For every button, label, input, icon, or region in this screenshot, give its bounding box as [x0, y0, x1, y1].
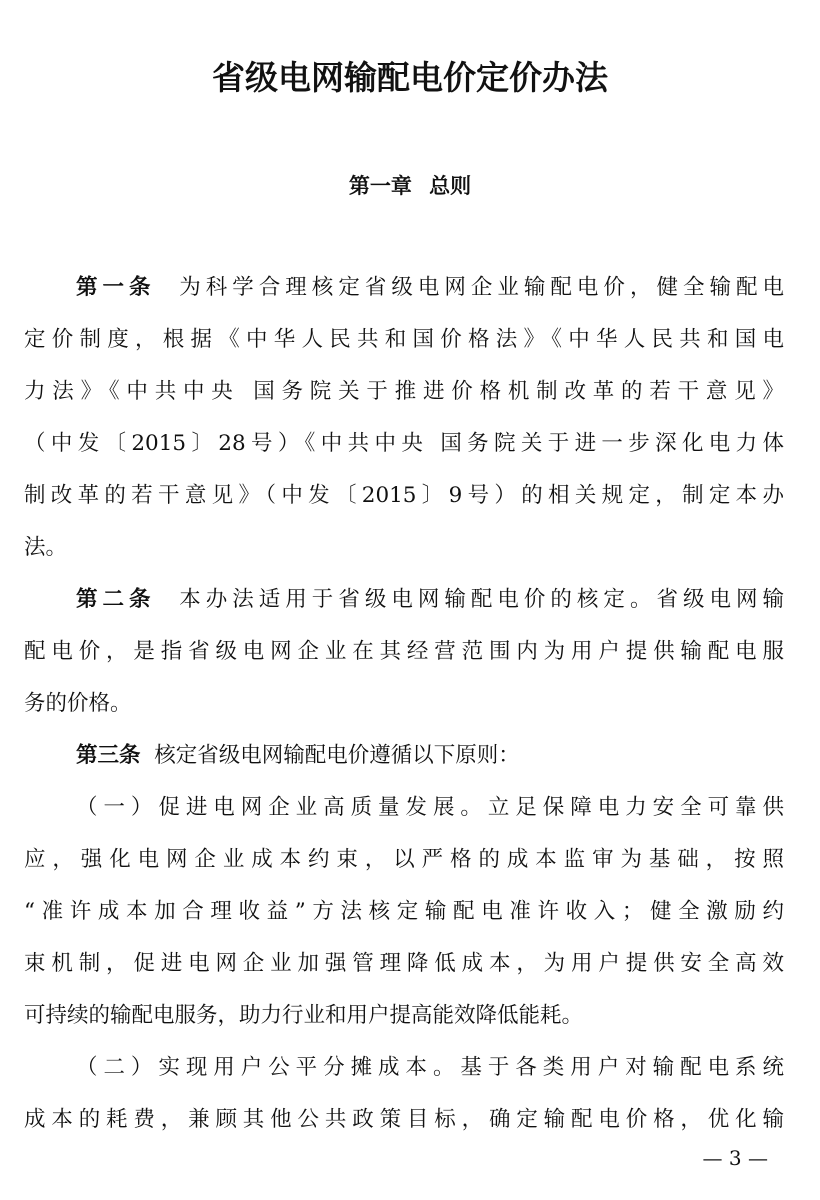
article-1-text: 为科学合理核定省级电网企业输配电价，健全输配电	[179, 275, 784, 300]
article-1-line-2: 定价制度，根据《中华人民共和国价格法》《中华人民共和国电	[24, 327, 784, 352]
document-title: 省级电网输配电价定价办法	[212, 58, 608, 97]
item-1-line-2: 应，强化电网企业成本约束，以严格的成本监审为基础，按照	[24, 847, 784, 872]
article-2-line-1	[76, 580, 784, 620]
article-1-line-1	[76, 268, 784, 308]
article-1-line-3: 力法》《中共中央 国务院关于推进价格机制改革的若干意见》	[24, 379, 784, 404]
article-1-label: 第一条	[76, 275, 156, 300]
article-1-line-4: （中发〔2015〕28号）《中共中央 国务院关于进一步深化电力体	[24, 431, 784, 456]
item-2-line-2: 成本的耗费，兼顾其他公共政策目标，确定输配电价格，优化输	[24, 1107, 784, 1132]
item-1-line-4: 束机制，促进电网企业加强管理降低成本，为用户提供安全高效	[24, 951, 784, 976]
article-3-text: 核定省级电网输配电价遵循以下原则：	[154, 743, 520, 768]
item-1-line-1: （一）促进电网企业高质量发展。立足保障电力安全可靠供	[76, 795, 784, 820]
article-3-label: 第三条	[76, 743, 141, 768]
article-2-line-2: 配电价，是指省级电网企业在其经营范围内为用户提供输配电服	[24, 639, 784, 664]
chapter-heading: 第一章 总则	[348, 174, 472, 198]
article-2-text: 本办法适用于省级电网输配电价的核定。省级电网输	[179, 587, 784, 612]
article-1-line-5: 制改革的若干意见》（中发〔2015〕9号）的相关规定，制定本办	[24, 483, 784, 508]
item-1-line-3: “准许成本加合理收益”方法核定输配电准许收入；健全激励约	[24, 899, 784, 924]
item-2-line-1: （二）实现用户公平分摊成本。基于各类用户对输配电系统	[76, 1055, 784, 1080]
item-1-line-5: 可持续的输配电服务，助力行业和用户提高能效降低能耗。	[24, 1003, 584, 1028]
article-3-line-1	[76, 736, 784, 776]
article-2-label: 第二条	[76, 587, 156, 612]
article-2-line-3: 务的价格。	[24, 691, 132, 716]
page-number: — 3 —	[702, 1146, 768, 1170]
article-1-line-6: 法。	[24, 535, 68, 560]
